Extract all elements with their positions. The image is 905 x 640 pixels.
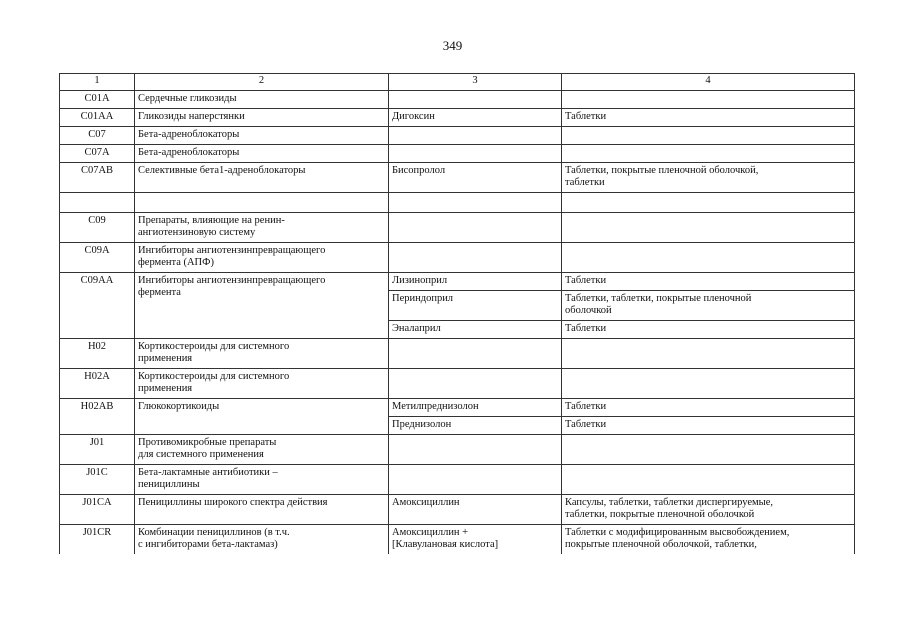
group-name-cell: Ингибиторы ангиотензинпревращающего фермента (АПФ)	[135, 243, 389, 273]
table-row	[60, 91, 855, 109]
dosage-form-cell: Таблетки, покрытые пленочной оболочкой, таблетки	[562, 163, 855, 193]
dosage-form-cell	[562, 127, 855, 145]
atc-code-cell: C09AA	[60, 273, 135, 339]
table-row	[60, 435, 855, 465]
atc-code-cell: C07AB	[60, 163, 135, 193]
page-number: 349	[442, 38, 463, 53]
table-header-row	[60, 74, 855, 91]
table-row	[60, 339, 855, 369]
dosage-form-cell	[562, 213, 855, 243]
drug-name-cell: Метилпреднизолон	[389, 399, 562, 417]
dosage-form-cell: Таблетки	[562, 273, 855, 291]
dosage-form-cell	[562, 339, 855, 369]
dosage-form-cell: Таблетки с модифицированным высвобождением, покрытые пленочной оболочкой, таблетки,	[562, 525, 855, 555]
table-row	[60, 495, 855, 525]
atc-code-cell: C07A	[60, 145, 135, 163]
dosage-form-cell: Таблетки	[562, 417, 855, 435]
table-row	[60, 213, 855, 243]
drug-list-table	[59, 73, 855, 554]
table-row	[60, 193, 855, 213]
drug-name-cell	[389, 339, 562, 369]
group-name-cell: Гликозиды наперстянки	[135, 109, 389, 127]
drug-name-cell: Бисопролол	[389, 163, 562, 193]
atc-code-cell: C09	[60, 213, 135, 243]
drug-name-cell	[389, 127, 562, 145]
group-name-cell: Глюкокортикоиды	[135, 399, 389, 435]
dosage-form-cell	[562, 91, 855, 109]
table-row	[60, 465, 855, 495]
atc-code-cell: J01C	[60, 465, 135, 495]
atc-code-cell: J01	[60, 435, 135, 465]
atc-code-cell: H02	[60, 339, 135, 369]
group-name-cell: Кортикостероиды для системного применения	[135, 339, 389, 369]
column-header: 4	[562, 74, 855, 91]
drug-name-cell	[389, 435, 562, 465]
table-row	[60, 127, 855, 145]
atc-code-cell: C09A	[60, 243, 135, 273]
drug-name-cell: Амоксициллин + [Клавулановая кислота]	[389, 525, 562, 555]
table-row	[60, 243, 855, 273]
table-row	[60, 369, 855, 399]
drug-name-cell	[389, 145, 562, 163]
table-row	[60, 145, 855, 163]
dosage-form-cell	[562, 145, 855, 163]
table-row	[60, 525, 855, 555]
atc-code-cell: C07	[60, 127, 135, 145]
dosage-form-cell: Таблетки, таблетки, покрытые пленочной оболочкой	[562, 291, 855, 321]
drug-name-cell: Дигоксин	[389, 109, 562, 127]
drug-name-cell: Лизиноприл	[389, 273, 562, 291]
table-row	[60, 109, 855, 127]
drug-name-cell	[389, 91, 562, 109]
atc-code-cell	[60, 193, 135, 213]
drug-name-cell: Амоксициллин	[389, 495, 562, 525]
dosage-form-cell	[562, 193, 855, 213]
group-name-cell: Сердечные гликозиды	[135, 91, 389, 109]
drug-name-cell	[389, 369, 562, 399]
column-header: 1	[60, 74, 135, 91]
atc-code-cell: J01CR	[60, 525, 135, 555]
drug-name-cell: Периндоприл	[389, 291, 562, 321]
dosage-form-cell	[562, 369, 855, 399]
group-name-cell: Комбинации пенициллинов (в т.ч. с ингибиторами бета-лактамаз)	[135, 525, 389, 555]
drug-name-cell	[389, 465, 562, 495]
drug-name-cell: Эналаприл	[389, 321, 562, 339]
atc-code-cell: C01A	[60, 91, 135, 109]
dosage-form-cell: Таблетки	[562, 109, 855, 127]
group-name-cell: Препараты, влияющие на ренин- ангиотензиновую систему	[135, 213, 389, 243]
dosage-form-cell	[562, 243, 855, 273]
dosage-form-cell: Таблетки	[562, 399, 855, 417]
dosage-form-cell: Таблетки	[562, 321, 855, 339]
drug-name-cell	[389, 243, 562, 273]
group-name-cell: Кортикостероиды для системного применения	[135, 369, 389, 399]
group-name-cell	[135, 193, 389, 213]
atc-code-cell: H02A	[60, 369, 135, 399]
group-name-cell: Бета-лактамные антибиотики – пенициллины	[135, 465, 389, 495]
table-row	[60, 273, 855, 291]
group-name-cell: Бета-адреноблокаторы	[135, 127, 389, 145]
group-name-cell: Бета-адреноблокаторы	[135, 145, 389, 163]
dosage-form-cell	[562, 465, 855, 495]
group-name-cell: Селективные бета1-адреноблокаторы	[135, 163, 389, 193]
dosage-form-cell	[562, 435, 855, 465]
column-header: 2	[135, 74, 389, 91]
atc-code-cell: J01CA	[60, 495, 135, 525]
table-row	[60, 163, 855, 193]
table-row	[60, 399, 855, 417]
drug-name-cell	[389, 193, 562, 213]
drug-name-cell: Преднизолон	[389, 417, 562, 435]
group-name-cell: Пенициллины широкого спектра действия	[135, 495, 389, 525]
column-header: 3	[389, 74, 562, 91]
group-name-cell: Противомикробные препараты для системного применения	[135, 435, 389, 465]
drug-name-cell	[389, 213, 562, 243]
dosage-form-cell: Капсулы, таблетки, таблетки диспергируемые, таблетки, покрытые пленочной оболочкой	[562, 495, 855, 525]
atc-code-cell: H02AB	[60, 399, 135, 435]
atc-code-cell: C01AA	[60, 109, 135, 127]
group-name-cell: Ингибиторы ангиотензинпревращающего фермента	[135, 273, 389, 339]
